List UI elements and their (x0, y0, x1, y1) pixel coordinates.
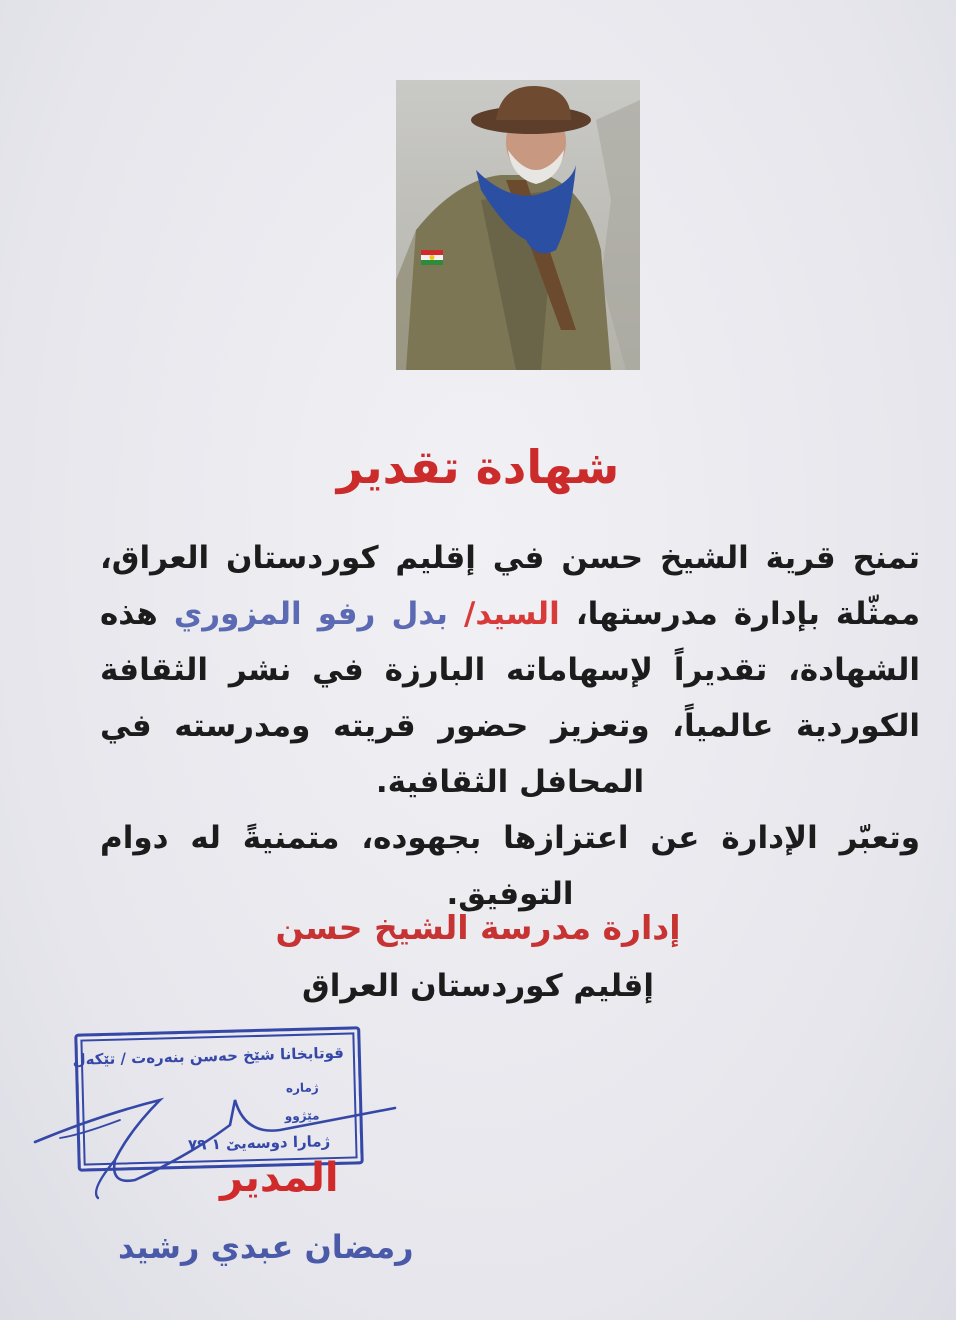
honoree-prefix: السيد/ (464, 596, 560, 632)
stamp-line-3: مێژوو (284, 1108, 320, 1124)
honoree-photo (396, 80, 640, 370)
director-name: رمضان عبدي رشيد (118, 1228, 414, 1266)
stamp-line-1: قوتابخانا شێخ حەسن بنەرەت / تێکەل (72, 1043, 345, 1069)
certificate-body (100, 530, 920, 922)
director-title: المدير (220, 1155, 339, 1201)
region-line: إقليم كوردستان العراق (302, 968, 654, 1004)
body-paragraph-1 (100, 530, 920, 810)
honoree-name: بدل رفو المزوري (173, 596, 448, 632)
body-paragraph-2: وتعبّر الإدارة عن اعتزازها بجهوده، متمنيةً له دوام التوفيق. (100, 820, 920, 912)
stamp-line-4: ژمارا دوسەیێ ١ ٧٩ (187, 1132, 331, 1154)
body-line-2: هذه الشهادة، تقديراً لإسهاماته البارزة في نشر الثقافة الكوردية عالمياً، وتعزيز حضور قريته ومدرسته في المحافل الثقافية. (100, 596, 920, 800)
certificate-title: شهادة تقدير (336, 440, 620, 494)
sender-line: إدارة مدرسة الشيخ حسن (275, 908, 681, 947)
body-line-1: تمنح قرية الشيخ حسن في إقليم كوردستان العراق، ممثّلة بإدارة مدرستها، (100, 540, 921, 632)
stamp-line-2: ژمارە (285, 1080, 319, 1096)
